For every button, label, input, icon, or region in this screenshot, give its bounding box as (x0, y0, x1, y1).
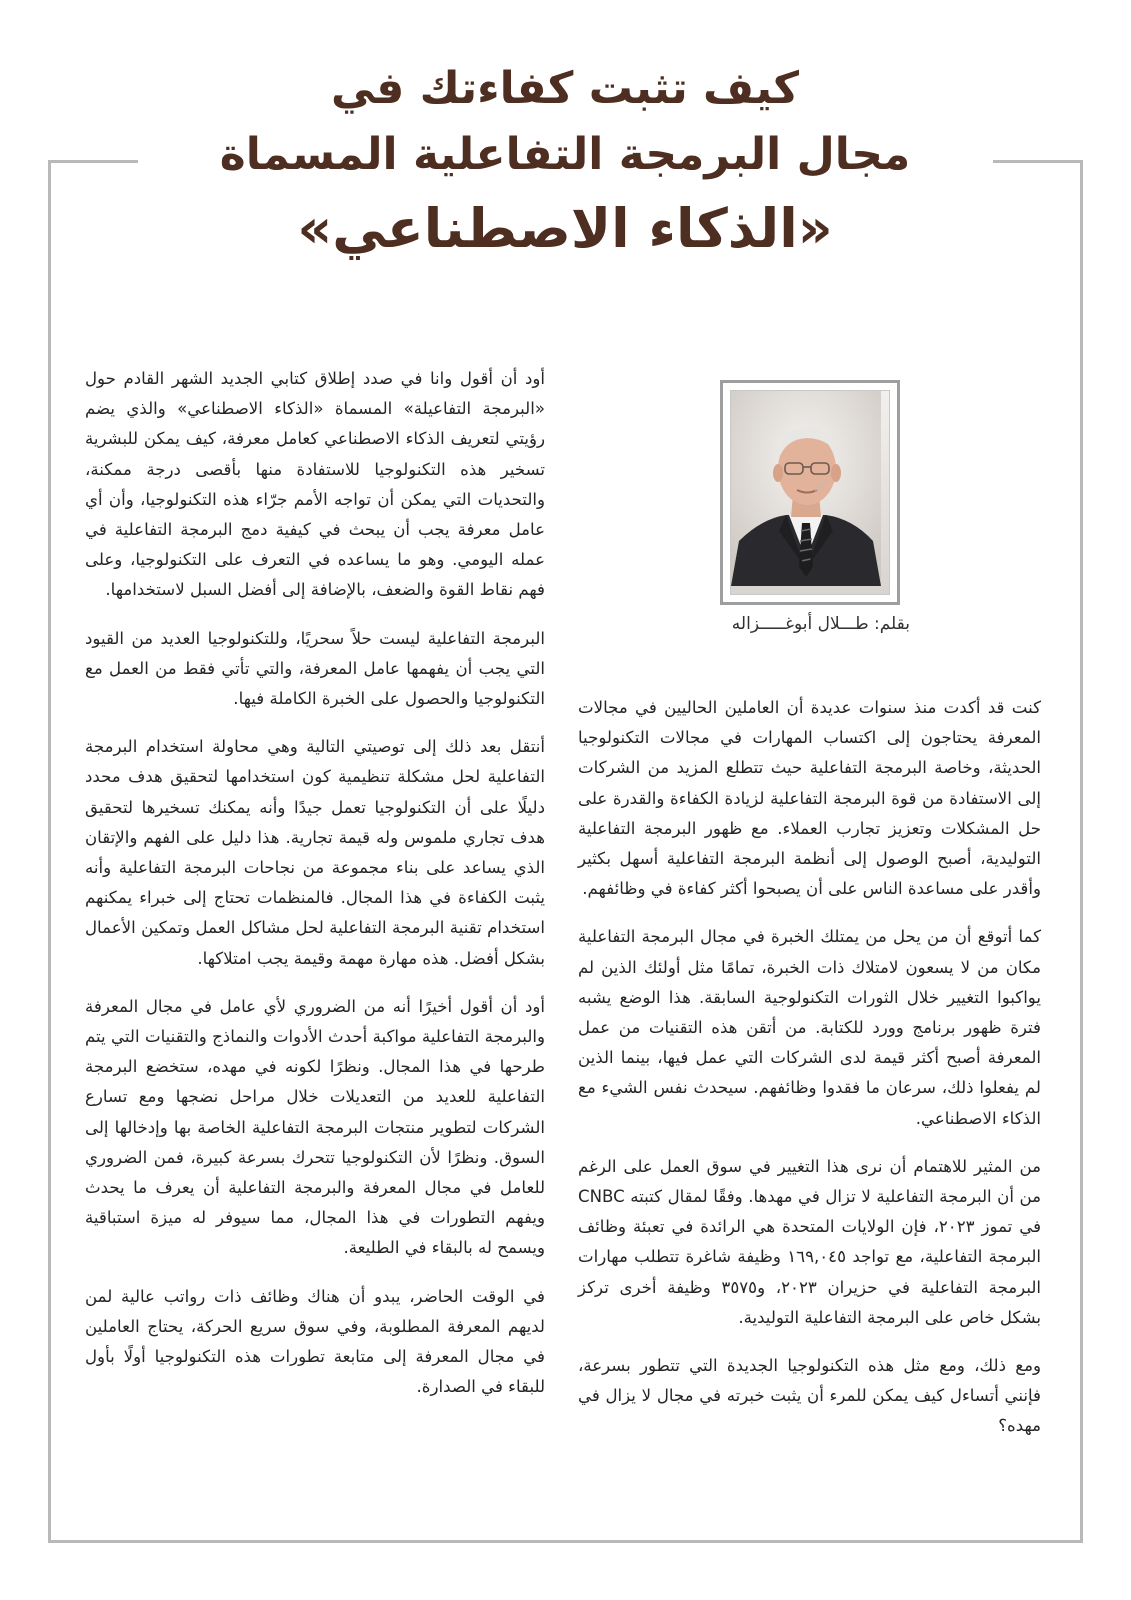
paragraph: أود أن أقول وانا في صدد إطلاق كتابي الجديد الشهر القادم حول «البرمجة التفاعيلة» المسماة «الذكاء الاصطناعي» والذي يضم رؤيتي لتعريف الذكاء الاصطناعي كعامل معرفة، كيف يمكن للبشرية تسخير هذه التكنولوجيا للاستفادة منها بأقصى درجة ممكنة، والتحديات التي يمكن أن تواجه الأمم جرّاء هذه التكنولوجيا، وأن أي عامل معرفة يجب أن يبحث في كيفية دمج البرمجة التفاعلية في عمله اليومي. وهو ما يساعده في التعرف على التكنولوجيا، وعلى فهم نقاط القوة والضعف، بالإضافة إلى أفضل السبل لاستخدامها. (85, 369, 545, 600)
author-byline: بقلم: طـــلال أبوغـــــزاله (731, 614, 910, 634)
title-line-2: مجال البرمجة التفاعلية المسماة (219, 129, 911, 180)
frame-left (48, 160, 51, 1542)
title-line-3: «الذكاء الاصطناعي» (297, 197, 833, 260)
paragraph: أنتقل بعد ذلك إلى توصيتي التالية وهي محاولة استخدام البرمجة التفاعلية لحل مشكلة تنظيمية كون استخدامها لتحقيق هدف محدد دليلًا على أن التكنولوجيا تعمل جيدًا وأنه يمكنك تسخيرها لتحقيق هدف تجاري ملموس وله قيمة تجارية. هذا دليل على الفهم والإتقان الذي يساعد على بناء مجموعة من نجاحات البرمجة التفاعلية وأنه يثبت الكفاءة في هذا المجال. فالمنظمات تحتاج إلى خبراء يمكنهم استخدام تقنية البرمجة التفاعلية لحل مشاكل العمل وتمكين الأعمال بشكل أفضل. هذه مهارة مهمة وقيمة يجب امتلاكها. (85, 737, 545, 968)
paragraph: من المثير للاهتمام أن نرى هذا التغيير في سوق العمل على الرغم من أن البرمجة التفاعلية لا تزال في مهدها. وفقًا لمقال كتبته CNBC في تموز ٢٠٢٣، فإن الولايات المتحدة هي الرائدة في تعبئة وظائف البرمجة التفاعلية، مع تواجد ١٦٩,٠٤٥ وظيفة شاغرة تتطلب مهارات البرمجة التفاعلية في حزيران ٢٠٢٣، و٣٥٧٥ وظيفة أخرى تركز بشكل خاص على البرمجة التفاعلية التوليدية. (578, 1156, 1041, 1327)
portrait-photo-icon (730, 390, 890, 595)
author-photo-frame (720, 380, 900, 605)
paragraph: أود أن أقول أخيرًا أنه من الضروري لأي عامل في مجال المعرفة والبرمجة التفاعلية مواكبة أحدث الأدوات والنماذج والتقنيات التي يتم طرحها في هذا المجال. ونظرًا لكونه في مهده، ستخضع البرمجة التفاعلية للعديد من التعديلات خلال مراحل نضجها ومع تسارع الشركات لتطوير منتجات البرمجة التفاعلية الخاصة بها وإدخالها إلى السوق. ونظرًا لأن التكنولوجيا تتحرك بسرعة كبيرة، فمن الضروري للعامل في مجال المعرفة والبرمجة التفاعلية أن يعرف ما يحدث ويفهم التطورات في هذا المجال، مما سيوفر له ميزة استباقية ويسمح له بالبقاء في الطليعة. (85, 996, 545, 1258)
paragraph: في الوقت الحاضر، يبدو أن هناك وظائف ذات رواتب عالية لمن لديهم المعرفة المطلوبة، وفي سوق سريع الحركة، يحتاج العاملين في مجال المعرفة إلى متابعة تطورات هذه التكنولوجيا أولًا بأول للبقاء في الصدارة. (85, 1286, 545, 1397)
paragraph: كما أتوقع أن من يحل من يمتلك الخبرة في مجال البرمجة التفاعلية مكان من لا يسعون لامتلاك ذات الخبرة، تمامًا مثل أولئك الذين لم يواكبوا التغيير خلال الثورات التكنولوجية السابقة. هذا الوضع يشبه فترة ظهور برنامج وورد للكتابة. من أتقن هذه التقنيات من عمل المعرفة أصبح أكثر قيمة لدى الشركات التي عمل فيها، بينما الذين لم يفعلوا ذلك، سرعان ما فقدوا وظائفهم. سيحدث نفس الشيء مع الذكاء الاصطناعي. (578, 927, 1041, 1128)
frame-top-left (48, 160, 138, 163)
paragraph: ومع ذلك، ومع مثل هذه التكنولوجيا الجديدة التي تتطور بسرعة، فإنني أتساءل كيف يمكن للمرء أن يثبت خبرته في مجال لا يزال في مهده؟ (578, 1356, 1041, 1436)
right-column (578, 693, 1041, 1460)
paragraph: البرمجة التفاعلية ليست حلاً سحريًا، وللتكنولوجيا العديد من القيود التي يجب أن يفهمها عامل المعرفة، والتي تأتي فقط من العمل مع التكنولوجيا والحصول على الخبرة الكاملة فيها. (85, 628, 545, 709)
author-portrait (731, 391, 881, 586)
title-line-1: كيف تثبت كفاءتك في (330, 63, 799, 114)
left-column (85, 364, 545, 1421)
frame-right (1080, 160, 1083, 1542)
paragraph: كنت قد أكدت منذ سنوات عديدة أن العاملين الحاليين في مجالات المعرفة يحتاجون إلى اكتساب المهارات في مجالات التكنولوجيا الحديثة، وخاصة البرمجة التفاعلية حيث تتطلع المزيد من الشركات إلى الاستفادة من قوة البرمجة التفاعلية لزيادة الكفاءة والقدرة على حل المشكلات وتعزيز تجارب العملاء. مع ظهور البرمجة التفاعلية التوليدية، أصبح الوصول إلى أنظمة البرمجة التفاعلية أسهل بكثير وأقدر على مساعدة الناس على أن يصبحوا أكثر كفاءة في وظائفهم. (578, 698, 1041, 899)
article-title (150, 56, 980, 270)
frame-bottom (48, 1540, 1083, 1543)
frame-top-right (993, 160, 1083, 163)
